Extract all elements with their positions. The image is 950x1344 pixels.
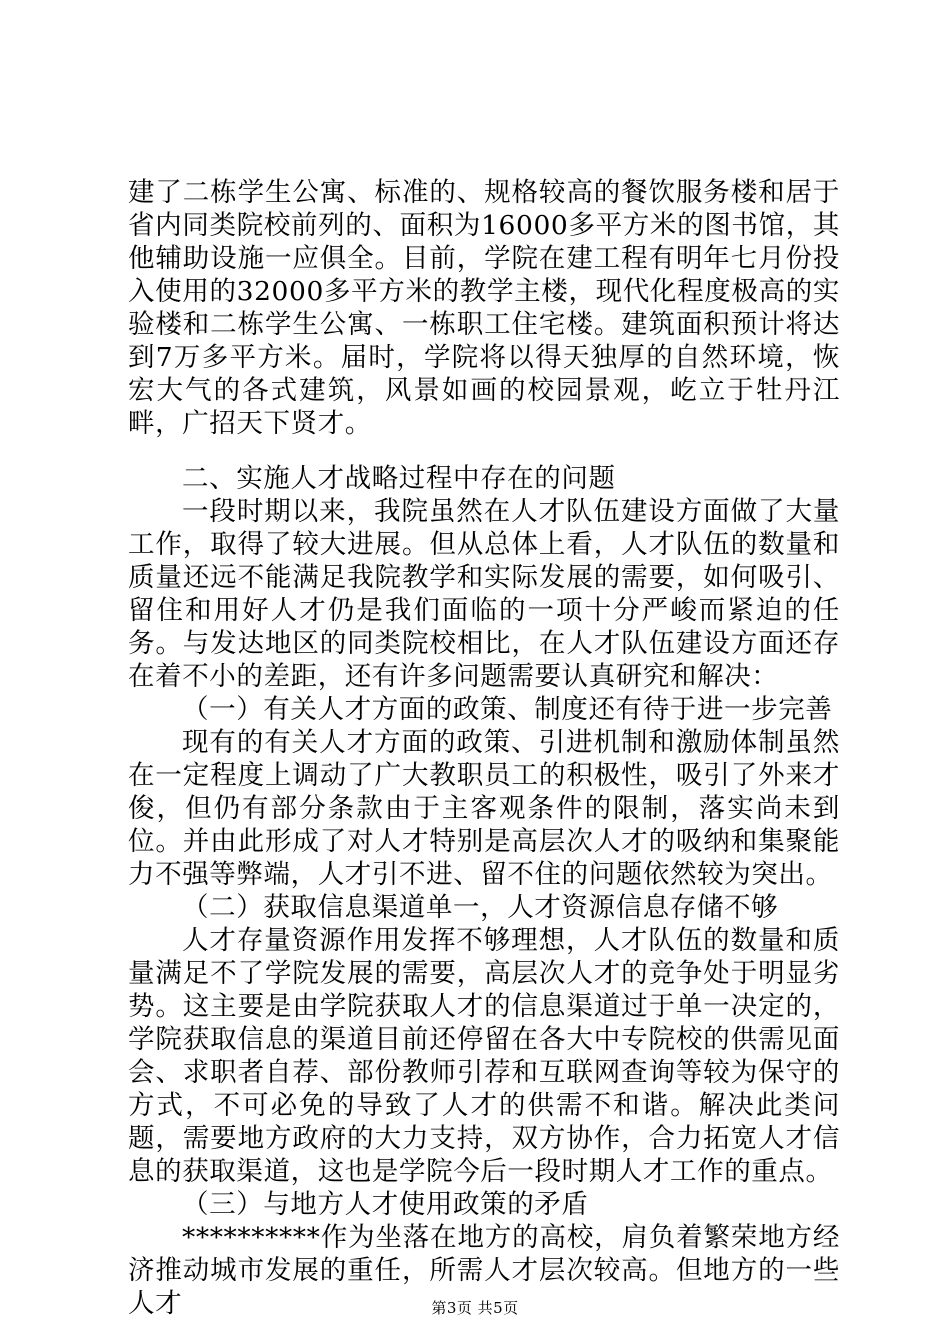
- paragraph-information-channels: 人才存量资源作用发挥不够理想，人才队伍的数量和质量满足不了学院发展的需要，高层次人才的竞争处于明显劣势。这主要是由学院获取人才的信息渠道过于单一决定的，学院获取信息的渠道目前还停留在各大中专院校的供需见面会、求职者自荐、部份教师引荐和互联网查询等较为保守的方式，不可必免的导致了人才的供需不和谐。解决此类问题，需要地方政府的大力支持，双方协作，合力拓宽人才信息的获取渠道，这也是学院今后一段时期人才工作的重点。: [128, 925, 840, 1187]
- section-heading-problems: 二、实施人才战略过程中存在的问题: [182, 463, 616, 494]
- subheading-policy: （一）有关人才方面的政策、制度还有待于进一步完善: [182, 694, 833, 725]
- paragraph-local-policy: **********作为坐落在地方的高校，肩负着繁荣地方经济推动城市发展的重任，所需人才层次较高。但地方的一些人才: [128, 1222, 840, 1319]
- paragraph-problems-intro: 一段时期以来，我院虽然在人才队伍建设方面做了大量工作，取得了较大进展。但从总体上看，人才队伍的数量和质量还远不能满足我院教学和实际发展的需要，如何吸引、留住和用好人才仍是我们面临的一项十分严峻而紧迫的任务。与发达地区的同类院校相比，在人才队伍建设方面还存在着不小的差距，还有许多问题需要认真研究和解决：: [128, 496, 840, 692]
- paragraph-policy: 现有的有关人才方面的政策、引进机制和激励体制虽然在一定程度上调动了广大教职员工的积极性，吸引了外来才俊，但仍有部分条款由于主客观条件的限制，落实尚未到位。并由此形成了对人才特别是高层次人才的吸纳和集聚能力不强等弊端，人才引不进、留不住的问题依然较为突出。: [128, 727, 840, 890]
- page-number-footer: 第3页 共5页: [431, 1299, 519, 1317]
- subheading-local-policy: （三）与地方人才使用政策的矛盾: [182, 1189, 589, 1220]
- paragraph-campus-facilities: 建了二栋学生公寓、标准的、规格较高的餐饮服务楼和居于省内同类院校前列的、面积为16000多平方米的图书馆，其他辅助设施一应俱全。目前，学院在建工程有明年七月份投入使用的32000多平方米的教学主楼，现代化程度极高的实验楼和二栋学生公寓、一栋职工住宅楼。建筑面积预计将达到7万多平方米。届时，学院将以得天独厚的自然环境，恢宏大气的各式建筑，风景如画的校园景观，屹立于牡丹江畔，广招天下贤才。: [128, 177, 840, 439]
- subheading-information-channels: （二）获取信息渠道单一，人才资源信息存储不够: [182, 892, 779, 923]
- document-body: [128, 176, 840, 1320]
